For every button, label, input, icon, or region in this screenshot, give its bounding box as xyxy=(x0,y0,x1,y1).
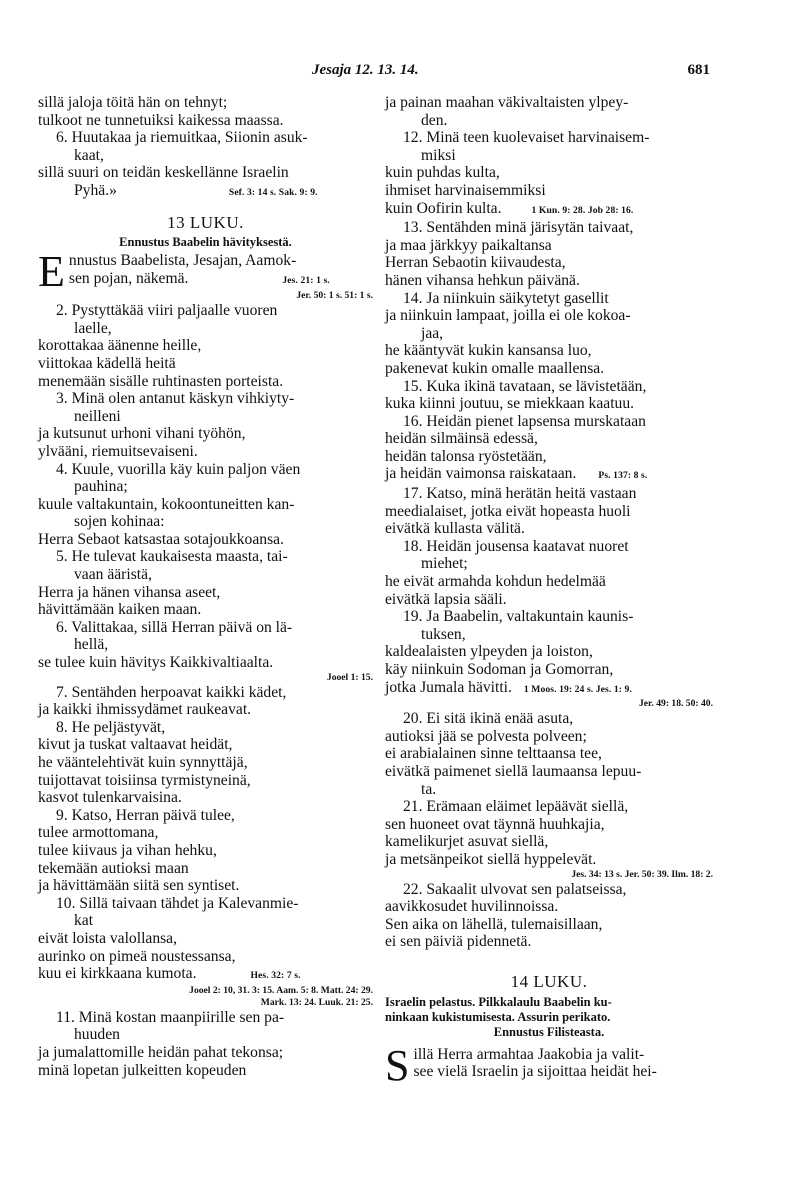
text-line: kamelikurjet asuvat siellä, xyxy=(385,833,549,851)
text-line: korottakaa äänenne heille, xyxy=(38,337,202,355)
text-line xyxy=(385,679,713,699)
verse-line: 12. Minä teen kuolevaiset harvinaisem- xyxy=(403,129,650,147)
text-line: ja metsänpeikot siellä hyppelevät. xyxy=(385,850,597,868)
text-line: hävittämään kaiken maan. xyxy=(38,601,202,619)
text-line xyxy=(38,965,373,985)
text-line: vaan ääristä, xyxy=(74,566,152,584)
text-line: kuka kiinni joutuu, se miekkaan kaatuu. xyxy=(385,395,635,413)
verse-line: 11. Minä kostan maanpiirille sen pa- xyxy=(56,1008,285,1026)
text-line: heidän talonsa ryöstetään, xyxy=(385,447,547,465)
text-line: meedialaiset, jotka eivät hopeasta huoli xyxy=(385,502,631,520)
text-line: Herra ja hänen vihansa aseet, xyxy=(38,583,221,601)
text-line: ja painan maahan väkivaltaisten ylpey- xyxy=(385,94,629,111)
verse-line: 19. Ja Baabelin, valtakuntain kaunis- xyxy=(403,608,634,626)
text-line: heidän silmäinsä edessä, xyxy=(385,430,538,448)
cross-reference: Jooel 1: 15. xyxy=(326,671,373,683)
text-line: kasvot tulenkarvaisina. xyxy=(38,789,182,807)
text-span: kuin Oofirin kulta. xyxy=(385,199,502,217)
text-line: tulee kiivaus ja vihan hehku, xyxy=(38,841,217,859)
cross-reference: Sef. 3: 14 s. Sak. 9: 9. xyxy=(228,186,318,198)
text-line: miehet; xyxy=(421,555,468,573)
text-line: sen huoneet ovat täynnä huuhkajia, xyxy=(385,815,605,833)
text-line: huuden xyxy=(74,1026,120,1044)
drop-cap-letter: E xyxy=(38,247,65,297)
text-line: ja niinkuin lampaat, joilla ei ole kokoa- xyxy=(385,307,631,325)
text-line: Sen aika on lähellä, tulemaisillaan, xyxy=(385,915,603,933)
page-header xyxy=(0,62,792,84)
verse-line: 6. Huutakaa ja riemuitkaa, Siionin asuk- xyxy=(56,129,308,147)
text-line: neilleni xyxy=(74,407,121,425)
text-line: he vääntelehtivät kuin synnyttäjä, xyxy=(38,754,248,771)
text-line: miksi xyxy=(421,146,456,164)
dropcap-paragraph xyxy=(385,1040,713,1090)
text-line: ja kaikki ihmissydämet raukeavat. xyxy=(38,701,252,719)
text-line: he kääntyvät kukin kansansa luo, xyxy=(385,342,592,360)
cross-reference: Mark. 13: 24. Luuk. 21: 25. xyxy=(260,996,373,1008)
text-line: kivut ja tuskat valtaavat heidät, xyxy=(38,736,233,754)
text-line: autioksi jää se polvesta polveen; xyxy=(385,727,587,745)
text-line: illä Herra armahtaa Jaakobia ja valit- xyxy=(413,1045,645,1063)
text-line: tuksen, xyxy=(421,625,466,643)
drop-cap-letter: S xyxy=(385,1040,410,1090)
text-line: eivätkä kullasta välitä. xyxy=(385,520,525,538)
verse-line: 21. Erämaan eläimet lepäävät siellä, xyxy=(403,798,629,816)
chapter-summary-14: Ennustus Filisteasta. xyxy=(493,1024,605,1039)
text-line: aavikkosudet huvilinnoissa. xyxy=(385,898,559,916)
text-line: sillä jaloja töitä hän on tehnyt; xyxy=(38,94,228,111)
cross-reference: Hes. 32: 7 s. xyxy=(250,970,301,982)
verse-line: 10. Sillä taivaan tähdet ja Kalevanmie- xyxy=(56,894,299,912)
cross-reference: Jooel 2: 10, 31. 3: 15. Aam. 5: 8. Matt. 24: 29. xyxy=(189,984,373,996)
text-span: Pyhä.» xyxy=(74,181,117,199)
text-line: hänen vihansa hehkun päivänä. xyxy=(385,271,580,289)
text-line xyxy=(38,270,373,290)
left-column xyxy=(38,94,373,1079)
text-line: ja kutsunut urhoni vihani työhön, xyxy=(38,425,246,443)
text-line: Herra Sebaot katsastaa sotajoukkoansa. xyxy=(38,530,284,548)
text-line: laelle, xyxy=(74,319,112,337)
text-line: eivätkä lapsia sääli. xyxy=(385,590,507,608)
text-line: Herran Sebaotin kiivaudesta, xyxy=(385,254,566,272)
text-line: jaa, xyxy=(421,324,444,342)
text-line xyxy=(385,200,713,220)
text-line: menemään sisälle ruhtinasten porteista. xyxy=(38,372,284,390)
text-line: he eivät armahda kohdun hedelmää xyxy=(385,573,606,591)
chapter-heading-13: 13 LUKU. xyxy=(167,212,244,232)
text-span: ja heidän vaimonsa raiskataan. xyxy=(385,465,577,483)
verse-line: 3. Minä olen antanut käskyn vihkiyty- xyxy=(56,390,295,408)
text-line xyxy=(38,182,373,202)
verse-line: 15. Kuka ikinä tavataan, se lävistetään, xyxy=(403,377,647,395)
text-line: käy niinkuin Sodoman ja Gomorran, xyxy=(385,661,614,678)
text-line: ja maa järkkyy paikaltansa xyxy=(385,236,552,254)
text-line: pauhina; xyxy=(74,478,128,496)
text-line: ihmiset harvinaisemmiksi xyxy=(385,181,546,199)
running-title: Jesaja 12. 13. 14. xyxy=(312,62,419,78)
verse-line: 8. He peljästyvät, xyxy=(56,718,166,736)
verse-line: 6. Valittakaa, sillä Herran päivä on lä- xyxy=(56,618,293,636)
verse-line: 14. Ja niinkuin säikytetyt gasellit xyxy=(403,289,609,307)
verse-line: 16. Heidän pienet lapsensa murskataan xyxy=(403,412,646,430)
text-line: kaldealaisten ylpeyden ja loiston, xyxy=(385,643,593,661)
text-line: viittokaa kädellä heitä xyxy=(38,354,176,372)
text-line: sillä suuri on teidän keskellänne Israelin xyxy=(38,164,289,182)
cross-reference: Jer. 49: 18. 50: 40. xyxy=(639,698,713,710)
verse-line: 9. Katso, Herran päivä tulee, xyxy=(56,806,235,824)
verse-line: 7. Sentähden herpoavat kaikki kädet, xyxy=(56,683,287,701)
chapter-summary-14: ninkaan kukistumisesta. Assurin perikato. xyxy=(385,1009,611,1024)
text-line: see vielä Israelin ja sijoittaa heidät hei- xyxy=(413,1063,657,1081)
verse-line: 17. Katso, minä herätän heitä vastaan xyxy=(403,485,637,503)
text-line: ja jumalattomille heidän pahat tekonsa; xyxy=(38,1043,284,1061)
text-line: kaat, xyxy=(74,146,104,164)
verse-line: 2. Pystyttäkää viiri paljaalle vuoren xyxy=(56,302,278,320)
text-line: eivät loista valollansa, xyxy=(38,929,178,947)
text-line: den. xyxy=(421,111,448,129)
text-line: ja hävittämään siitä sen syntiset. xyxy=(38,877,240,895)
text-span: sen pojan, näkemä. xyxy=(68,269,189,287)
chapter-summary-13: Ennustus Baabelin hävityksestä. xyxy=(119,235,292,250)
text-line: tekemään autioksi maan xyxy=(38,859,189,877)
cross-reference: Jer. 50: 1 s. 51: 1 s. xyxy=(296,290,373,302)
verse-line: 20. Ei sitä ikinä enää asuta, xyxy=(403,710,574,728)
cross-reference: Jes. 21: 1 s. xyxy=(282,274,330,286)
text-line: pakenevat kukin omalle maallensa. xyxy=(385,359,605,377)
text-span: kuu ei kirkkaana kumota. xyxy=(38,965,197,983)
text-line: ylvääni, riemuitsevaiseni. xyxy=(38,442,198,460)
text-line: kat xyxy=(74,912,94,930)
chapter-summary-14: Israelin pelastus. Pilkkalaulu Baabelin ku- xyxy=(385,994,612,1009)
cross-reference: 1 Moos. 19: 24 s. Jes. 1: 9. xyxy=(523,683,632,695)
text-line: minä lopetan julkeitten kopeuden xyxy=(38,1061,247,1079)
cross-reference: Jes. 34: 13 s. Jer. 50: 39. Ilm. 18: 2. xyxy=(571,868,713,880)
text-line: ei sen päiviä pidennetä. xyxy=(385,933,532,951)
text-line: tuijottavat toisiinsa tyrmistyneinä, xyxy=(38,771,251,789)
verse-line: 5. He tulevat kaukaisesta maasta, tai- xyxy=(56,548,288,566)
verse-line: 18. Heidän jousensa kaatavat nuoret xyxy=(403,537,629,555)
cross-reference: 1 Kun. 9: 28. Job 28: 16. xyxy=(531,204,634,216)
text-line: kuule valtakuntain, kokoontuneitten kan- xyxy=(38,495,295,513)
text-line: hellä, xyxy=(74,636,109,654)
text-line xyxy=(385,465,713,485)
text-line: sojen kohinaa: xyxy=(74,513,165,531)
chapter-heading-14: 14 LUKU. xyxy=(510,971,588,991)
verse-line: 4. Kuule, vuorilla käy kuin paljon väen xyxy=(56,460,301,478)
right-column xyxy=(385,94,713,1090)
text-line: se tulee kuin hävitys Kaikkivaltiaalta. xyxy=(38,654,274,672)
text-line: ta. xyxy=(421,780,437,798)
page-number: 681 xyxy=(687,62,710,78)
text-line: eivätkä paimenet siellä laumaansa lepuu- xyxy=(385,762,642,780)
text-span: jotka Jumala hävitti. xyxy=(385,678,512,696)
verse-line: 13. Sentähden minä järisytän taivaat, xyxy=(403,219,634,237)
text-line: tulkoot ne tunnetuiksi kaikessa maassa. xyxy=(38,111,284,129)
text-line: nnustus Baabelista, Jesajan, Aamok- xyxy=(68,252,297,270)
text-line: tulee armottomana, xyxy=(38,824,159,842)
verse-line: 22. Sakaalit ulvovat sen palatseissa, xyxy=(403,880,627,898)
text-line: aurinko on pimeä noustessansa, xyxy=(38,947,236,965)
text-line: ei arabialainen sinne telttaansa tee, xyxy=(385,745,602,763)
cross-reference: Ps. 137: 8 s. xyxy=(598,470,648,482)
text-line: kuin puhdas kulta, xyxy=(385,164,500,182)
